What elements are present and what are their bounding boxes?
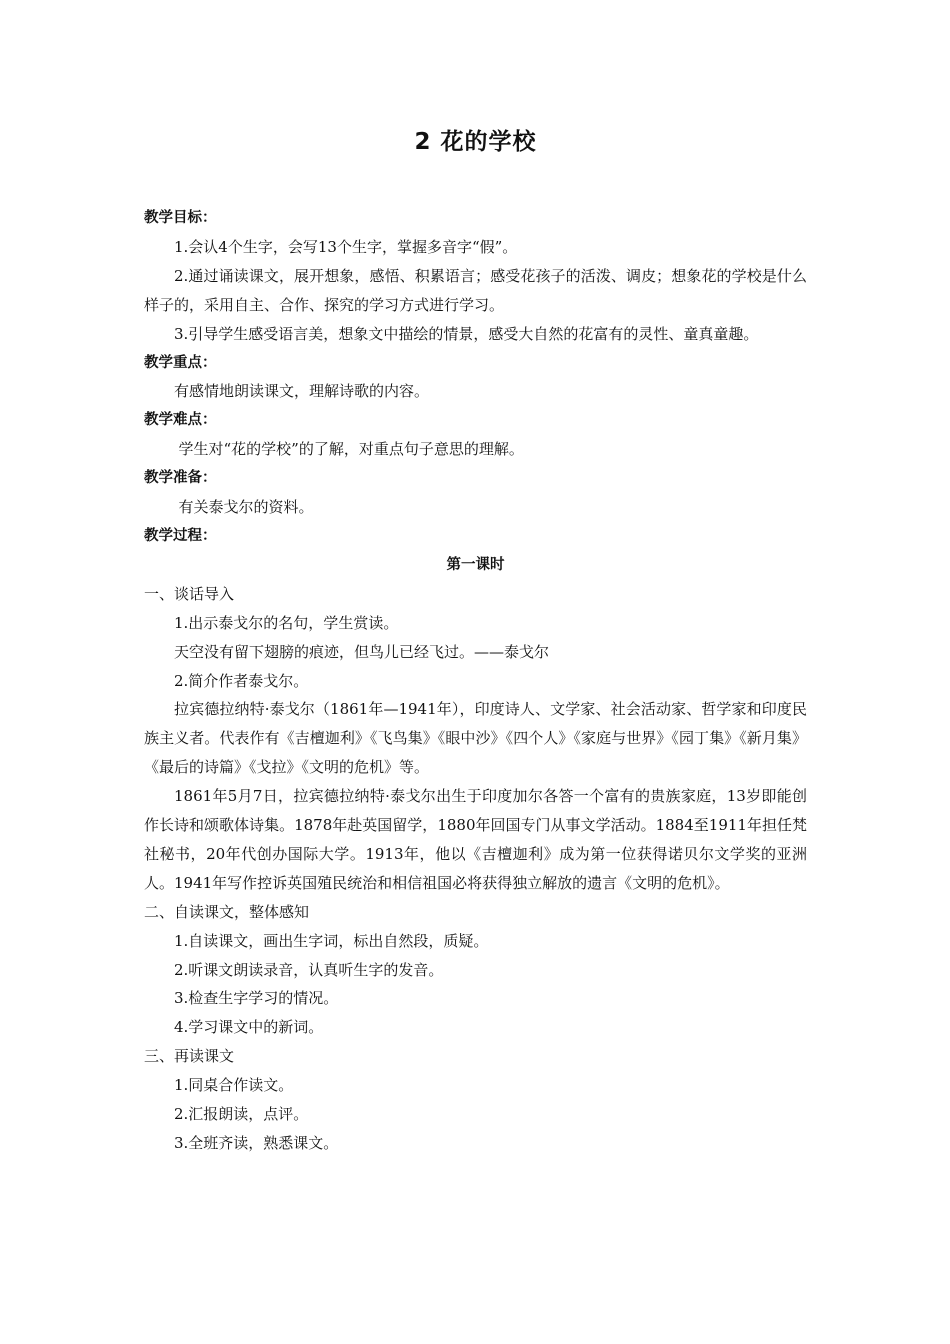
key-points-text: 有感情地朗读课文，理解诗歌的内容。 — [174, 382, 430, 401]
preparation-text: 有关泰戈尔的资料。 — [178, 498, 314, 517]
page-title: 2 花的学校 — [414, 129, 537, 155]
lesson-title: 第一课时 — [446, 556, 505, 573]
section-line: 1.出示泰戈尔的名句，学生赏读。 — [174, 613, 399, 632]
objective-item: 3.引导学生感受语言美，想象文中描绘的情景，感受大自然的花富有的灵性、童真童趣。 — [174, 324, 759, 343]
author-intro-paragraph: 拉宾德拉纳特·泰戈尔（1861年—1941年），印度诗人、文学家、社会活动家、哲学家和印度民族主义者。代表作有《吉檀迦利》《飞鸟集》《眼中沙》《四个人》《家庭与世界》《园丁集》《新月集》《最后的诗篇》《戈拉》《文明的危机》等。 — [144, 700, 807, 777]
author-bio-paragraph: 1861年5月7日，拉宾德拉纳特·泰戈尔出生于印度加尔各答一个富有的贵族家庭，13岁即能创作长诗和颂歌体诗集。1878年赴英国留学，1880年回国专门从事文学活动。1884至1911年担任梵社秘书，20年代创办国际大学。1913年，他以《吉檀迦利》成为第一位获得诺贝尔文学奖的亚洲人。1941年写作控诉英国殖民统治和相信祖国必将获得独立解放的遗言《文明的危机》。 — [144, 787, 807, 892]
preparation-heading: 教学准备： — [144, 470, 217, 487]
key-points-heading: 教学重点： — [144, 354, 217, 371]
process-heading: 教学过程： — [144, 527, 217, 544]
section-line: 2.简介作者泰戈尔。 — [174, 671, 309, 690]
section-title: 三、再读课文 — [144, 1047, 235, 1066]
section-line: 4.学习课文中的新词。 — [174, 1018, 324, 1037]
difficulties-heading: 教学难点： — [144, 412, 217, 429]
objective-item: 2.通过诵读课文，展开想象，感悟、积累语言；感受花孩子的活泼、调皮；想象花的学校是什么样子的，采用自主、合作、探究的学习方式进行学习。 — [144, 266, 807, 314]
section-line: 1.同桌合作读文。 — [174, 1076, 294, 1095]
quote-line: 天空没有留下翅膀的痕迹，但鸟儿已经飞过。——泰戈尔 — [174, 642, 550, 661]
section-line: 2.汇报朗读，点评。 — [174, 1105, 309, 1124]
section-line: 3.检查生字学习的情况。 — [174, 989, 339, 1008]
document-body — [144, 204, 807, 1158]
objective-item: 1.会认4个生字，会写13个生字，掌握多音字“假”。 — [174, 237, 518, 256]
difficulties-text: 学生对“花的学校”的了解，对重点句子意思的理解。 — [178, 440, 524, 459]
section-line: 2.听课文朗读录音，认真听生字的发音。 — [174, 960, 444, 979]
objectives-heading: 教学目标： — [144, 210, 217, 226]
section-title: 二、自读课文，整体感知 — [144, 902, 310, 921]
section-line: 3.全班齐读，熟悉课文。 — [174, 1134, 339, 1152]
section-line: 1.自读课文，画出生字词，标出自然段，质疑。 — [174, 931, 489, 950]
section-title: 一、谈话导入 — [144, 584, 235, 603]
